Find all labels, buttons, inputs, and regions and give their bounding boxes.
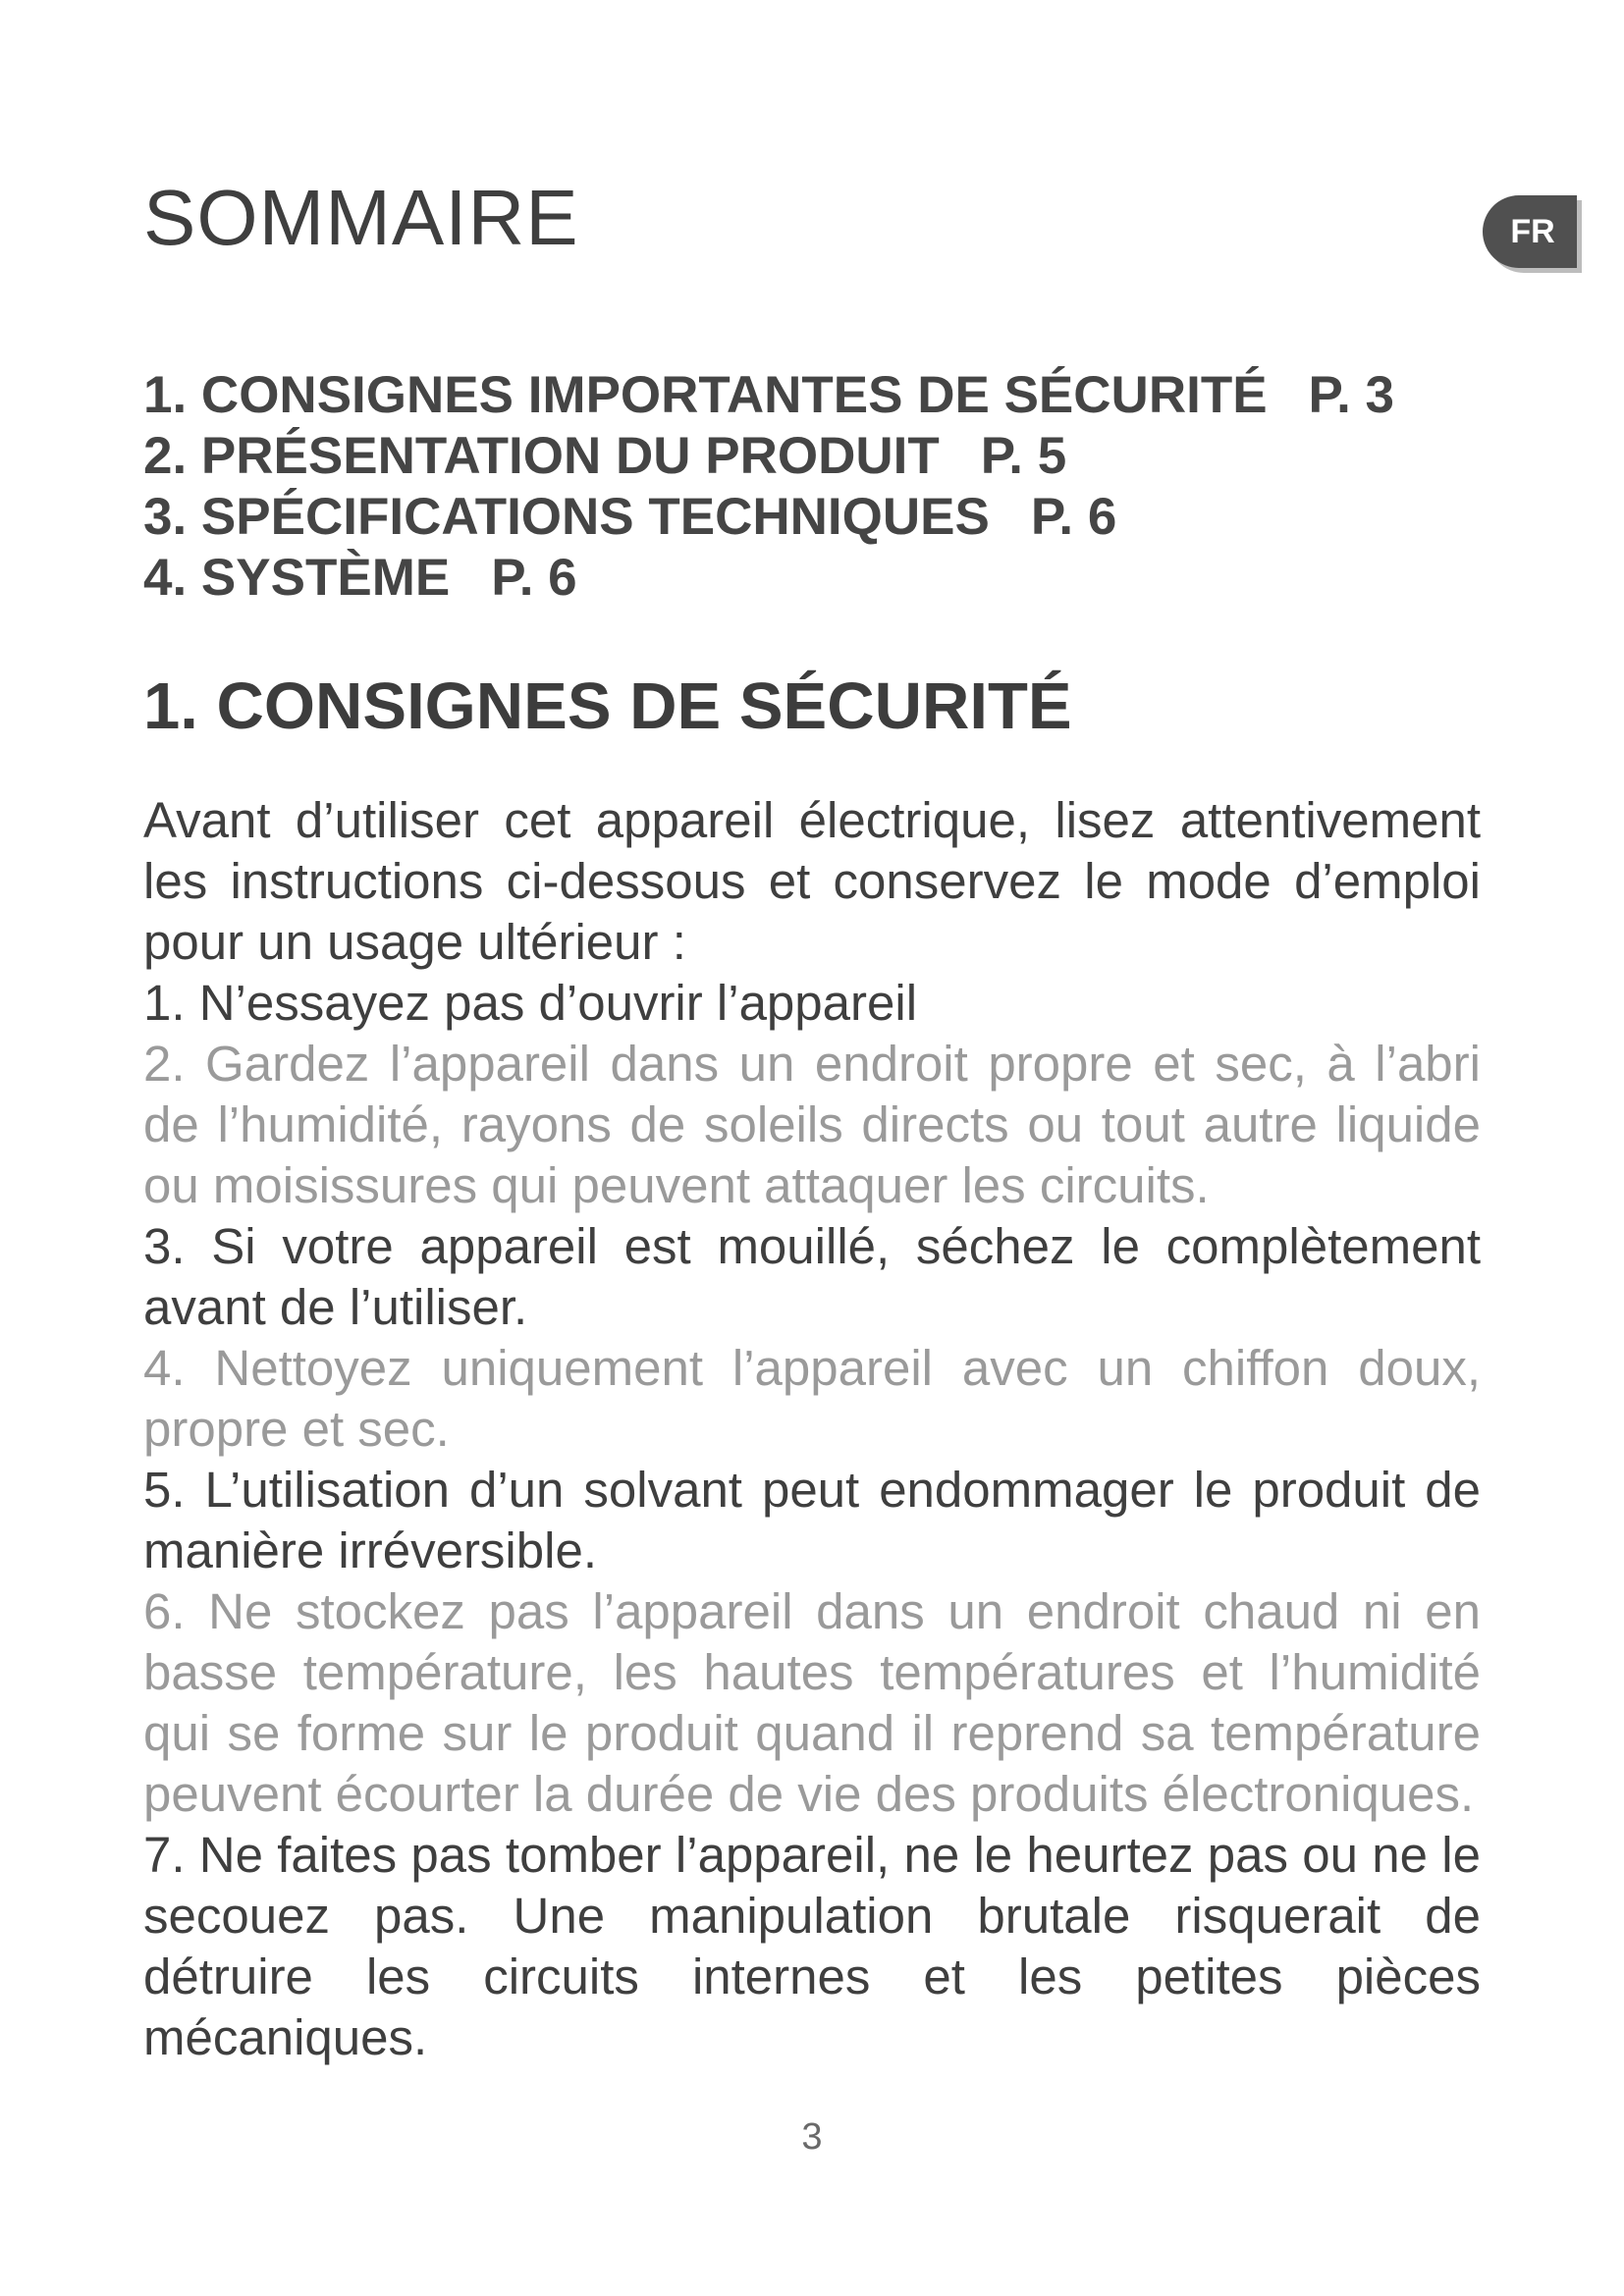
instruction-item: 5. L’utilisation d’un solvant peut endommager le produit de manière irréversible.	[143, 1462, 1481, 1578]
toc-item-page: P. 3	[1308, 366, 1394, 424]
intro-paragraph: Avant d’utiliser cet appareil électrique, lisez attentivement les instructions ci-dessous et conservez le mode d’emploi pour un usage ultérieur :	[143, 792, 1481, 970]
instruction-item: 6. Ne stockez pas l’appareil dans un endroit chaud ni en basse température, les hautes températures et l’humidité qui se forme sur le produit quand il reprend sa température peuvent écourter la durée de vie des produits électroniques.	[143, 1583, 1481, 1822]
page-number: 3	[801, 2116, 823, 2158]
language-tab-label: FR	[1510, 212, 1555, 250]
instruction-item: 1. N’essayez pas d’ouvrir l’appareil	[143, 975, 918, 1031]
toc-item-page: P. 6	[491, 549, 577, 607]
instruction-item: 7. Ne faites pas tomber l’appareil, ne le heurtez pas ou ne le secouez pas. Une manipulation brutale risquerait de détruire les circuits internes et les petites pièces mécaniques.	[143, 1827, 1481, 2065]
toc-item-label: 1. CONSIGNES IMPORTANTES DE SÉCURITÉ	[143, 366, 1268, 424]
toc-item	[143, 487, 1394, 548]
table-of-contents	[143, 365, 1394, 609]
toc-item	[143, 426, 1394, 487]
toc-item-page: P. 6	[1030, 488, 1117, 546]
toc-item	[143, 548, 1394, 609]
toc-item	[143, 365, 1394, 426]
section-heading: 1. CONSIGNES DE SÉCURITÉ	[143, 669, 1072, 743]
language-tab	[1483, 195, 1577, 268]
instruction-item: 3. Si votre appareil est mouillé, séchez le complètement avant de l’utiliser.	[143, 1218, 1481, 1335]
safety-instructions	[143, 790, 1481, 2068]
page-title: SOMMAIRE	[143, 174, 579, 261]
toc-item-label: 3. SPÉCIFICATIONS TECHNIQUES	[143, 488, 990, 546]
toc-item-label: 4. SYSTÈME	[143, 549, 451, 607]
toc-item-page: P. 5	[980, 427, 1067, 485]
instruction-item: 2. Gardez l’appareil dans un endroit propre et sec, à l’abri de l’humidité, rayons de soleils directs ou tout autre liquide ou moisissures qui peuvent attaquer les circuits.	[143, 1036, 1481, 1213]
instruction-item: 4. Nettoyez uniquement l’appareil avec un chiffon doux, propre et sec.	[143, 1340, 1481, 1457]
toc-item-label: 2. PRÉSENTATION DU PRODUIT	[143, 427, 940, 485]
